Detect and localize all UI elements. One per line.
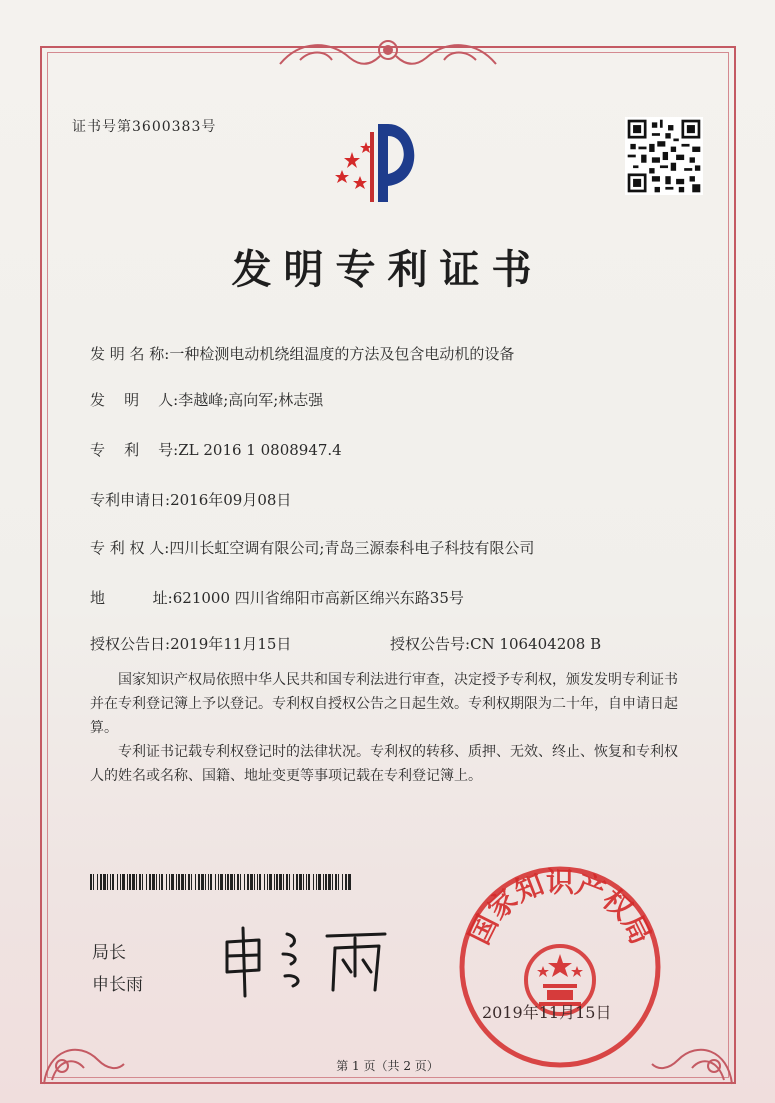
field-invention-name <box>90 343 514 364</box>
field-grant-number <box>390 633 601 654</box>
signatory-role: 局长 <box>92 943 126 963</box>
field-value: CN 106404208 B <box>470 635 602 653</box>
field-label: 发 明 人: <box>90 391 179 409</box>
cnipa-emblem <box>330 112 430 208</box>
field-label: 授权公告日: <box>90 635 171 653</box>
field-label: 授权公告号: <box>390 635 471 653</box>
seal-text: 国家知识产权局 <box>462 865 658 950</box>
statement-paragraph-1: 国家知识产权局依照中华人民共和国专利法进行审查，决定授予专利权，颁发发明专利证书并在专利登记簿上予以登记。专利权自授权公告之日起生效。专利权期限为二十年，自申请日起算。 <box>90 672 678 736</box>
handwritten-signature <box>215 920 395 1000</box>
official-seal <box>455 862 665 1072</box>
statement-paragraph-2: 专利证书记载专利权登记时的法律状况。专利权的转移、质押、无效、终止、恢复和专利权人的姓名或名称、国籍、地址变更等事项记载在专利登记簿上。 <box>90 744 678 784</box>
top-ornament <box>270 30 506 74</box>
field-label: 专 利 号: <box>90 441 179 459</box>
field-label: 地 址: <box>90 589 173 607</box>
field-patentee <box>90 537 534 558</box>
signatory-name: 申长雨 <box>92 975 143 995</box>
qr-code <box>625 117 703 195</box>
page-number: 第 1 页（共 2 页） <box>336 1059 439 1073</box>
field-value: 四川长虹空调有限公司;青岛三源泰科电子科技有限公司 <box>169 539 535 557</box>
field-grant-date <box>90 633 291 654</box>
field-value: 2019年11月15日 <box>170 635 292 653</box>
field-value: 621000 四川省绵阳市高新区绵兴东路35号 <box>172 589 464 607</box>
barcode <box>90 874 352 890</box>
field-value: 李越峰;高向军;林志强 <box>178 391 324 409</box>
certificate-number: 证书号第3600383号 <box>72 119 217 135</box>
field-value: ZL 2016 1 0808947.4 <box>178 441 342 459</box>
field-patent-number <box>90 439 342 460</box>
field-label: 发 明 名 称: <box>90 345 170 363</box>
field-label: 专利申请日: <box>90 491 171 509</box>
svg-text:国家知识产权局 <box>462 866 657 950</box>
field-inventors <box>90 389 323 410</box>
bottom-left-ornament <box>38 1020 128 1090</box>
field-application-date <box>90 489 291 510</box>
field-label: 专 利 权 人: <box>90 539 170 557</box>
field-value: 2016年09月08日 <box>170 491 292 509</box>
certificate-title: 发明专利证书 <box>231 246 544 293</box>
seal-date: 2019年11月15日 <box>482 1003 612 1022</box>
field-value: 一种检测电动机绕组温度的方法及包含电动机的设备 <box>169 345 515 363</box>
field-address <box>90 587 464 608</box>
